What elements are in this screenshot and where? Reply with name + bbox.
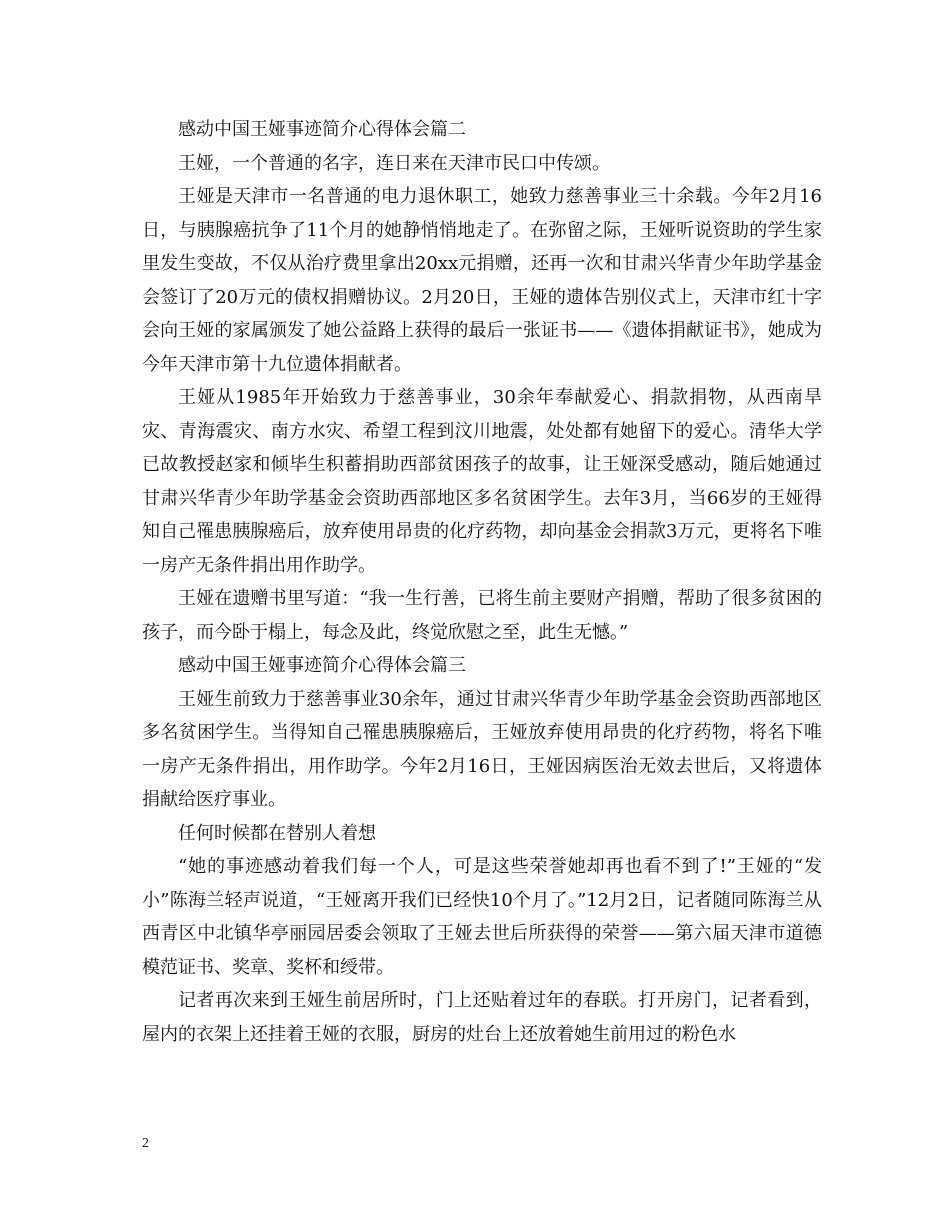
document-body	[142, 113, 822, 1051]
paragraph: 王娅从1985年开始致力于慈善事业，30余年奉献爱心、捐款捐物，从西南旱灾、青海震灾、南方水灾、希望工程到汶川地震，处处都有她留下的爱心。清华大学已故教授赵家和倾毕生积蓄捐助西部贫困孩子的故事，让王娅深受感动，随后她通过甘肃兴华青少年助学基金会资助西部地区多名贫困学生。去年3月，当66岁的王娅得知自己罹患胰腺癌后，放弃使用昂贵的化疗药物，却向基金会捐款3万元，更将名下唯一房产无条件捐出用作助学。	[142, 387, 822, 576]
page-number: 2	[142, 1136, 149, 1151]
paragraph: 王娅生前致力于慈善事业30余年，通过甘肃兴华青少年助学基金会资助西部地区多名贫困学生。当得知自己罹患胰腺癌后，王娅放弃使用昂贵的化疗药物，将名下唯一房产无条件捐出，用作助学。今年2月16日，王娅因病医治无效去世后，又将遗体捐献给医疗事业。	[142, 688, 822, 810]
section-heading-part-two: 感动中国王娅事迹简介心得体会篇二	[178, 119, 466, 140]
paragraph: 记者再次来到王娅生前居所时，门上还贴着过年的春联。打开房门，记者看到，屋内的衣架上还挂着王娅的衣服，厨房的灶台上还放着她生前用过的粉色水	[142, 990, 822, 1045]
paragraph: 王娅，一个普通的名字，连日来在天津市民口中传颂。	[178, 152, 610, 174]
paragraph: “她的事迹感动着我们每一个人，可是这些荣誉她却再也看不到了!”王娅的“发小”陈海兰轻声说道，“王娅离开我们已经快10个月了。”12月2日，记者随同陈海兰从西青区中北镇华亭丽园居委会领取了王娅去世后所获得的荣誉——第六届天津市道德模范证书、奖章、奖杯和绶带。	[142, 856, 822, 978]
paragraph: 王娅是天津市一名普通的电力退休职工，她致力慈善事业三十余载。今年2月16日，与胰腺癌抗争了11个月的她静悄悄地走了。在弥留之际，王娅听说资助的学生家里发生变故，不仅从治疗费里拿出20xx元捐赠，还再一次和甘肃兴华青少年助学基金会签订了20万元的债权捐赠协议。2月20日，王娅的遗体告别仪式上，天津市红十字会向王娅的家属颁发了她公益路上获得的最后一张证书——《遗体捐献证书》，她成为今年天津市第十九位遗体捐献者。	[142, 186, 822, 375]
subheading: 任何时候都在替别人着想	[178, 822, 376, 844]
section-heading-part-three: 感动中国王娅事迹简介心得体会篇三	[178, 655, 466, 676]
paragraph-quote: 王娅在遗赠书里写道：“我一生行善，已将生前主要财产捐赠，帮助了很多贫困的孩子，而今卧于榻上，每念及此，终觉欣慰之至，此生无憾。”	[142, 588, 822, 643]
